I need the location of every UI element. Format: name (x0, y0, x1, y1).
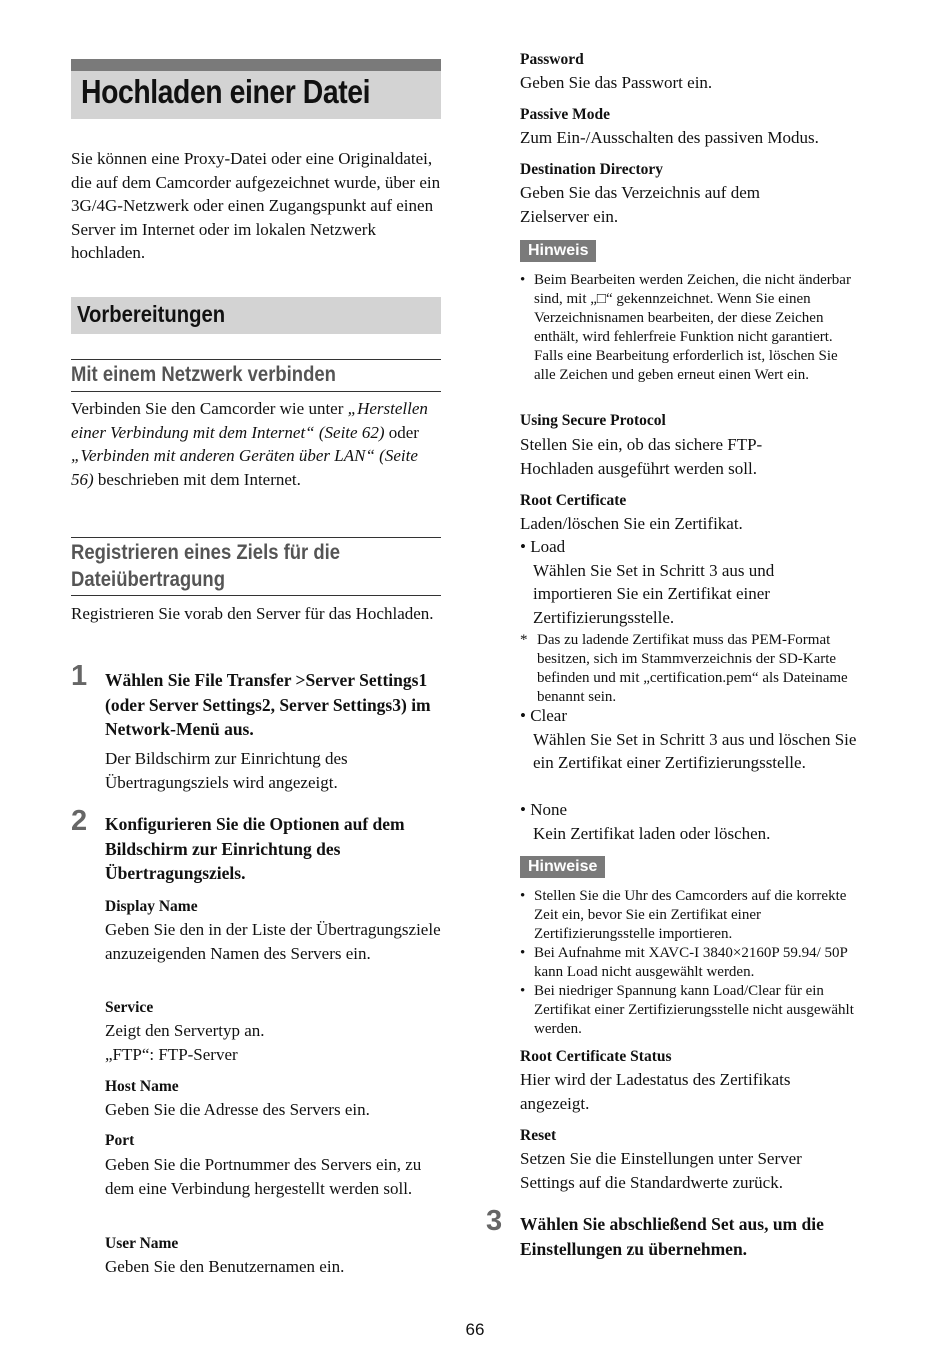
item-root-certificate-term: Root Certificate (520, 492, 627, 509)
hinweise-item: • Bei niedriger Spannung kann Load/Clear für ein Zertifikat einer Zertifizierungsstelle nicht ausgewählt werden. (520, 982, 860, 1039)
item-password-term: Password (520, 51, 584, 68)
subsection-register-title-line2: Dateiübertragung (71, 568, 226, 591)
root-cert-none-desc: Kein Zertifikat laden oder löschen. (533, 823, 771, 843)
step-1-title: Wählen Sie File Transfer >Server Settings1 (oder Server Settings2, Server Settings3) im Network-Menü aus. (105, 670, 431, 739)
item-root-certificate-desc: Laden/löschen Sie ein Zertifikat. (520, 514, 743, 533)
subsection-register-title-line1: Registrieren eines Ziels für die (71, 541, 341, 564)
item-port-term: Port (105, 1132, 135, 1149)
root-cert-none-label: • None (520, 798, 865, 822)
step-3-title: Wählen Sie abschließend Set aus, um die Einstellungen zu übernehmen. (520, 1214, 824, 1259)
item-root-cert-status-desc: Hier wird der Ladestatus des Zertifikats angezeigt. (520, 1070, 791, 1113)
item-passive-mode-desc: Zum Ein-/Ausschalten des passiven Modus. (520, 128, 819, 147)
item-destination-directory-term: Destination Directory (520, 161, 664, 178)
section-title-bar (71, 297, 441, 334)
step-1-number: 1 (71, 660, 88, 692)
network-paragraph (71, 397, 443, 491)
hinweise-note (520, 887, 860, 1039)
network-link-lan[interactable]: „Verbinden mit anderen Geräten über LAN“ (Seite 56) (71, 446, 418, 489)
item-root-cert-status-term: Root Certificate Status (520, 1048, 672, 1065)
network-text-start: Verbinden Sie den Camcorder wie unter (71, 399, 344, 418)
root-cert-load-label: • Load (520, 535, 865, 559)
hinweis-badge: Hinweis (520, 240, 596, 262)
section-title: Vorbereitungen (77, 301, 226, 327)
page-title: Hochladen einer Datei (81, 73, 371, 110)
item-reset-desc: Setzen Sie die Einstellungen unter Server Settings auf die Standardwerte zurück. (520, 1149, 802, 1192)
step-1-desc: Der Bildschirm zur Einrichtung des Übertragungsziels wird angezeigt. (105, 749, 348, 792)
hinweis-item: • Beim Bearbeiten werden Zeichen, die nicht änderbar sind, mit „□“ gekennzeichnet. Wenn Sie einen Verzeichnisnamen bearbeiten, der diese Zeichen enthält, wird fehlerfreie Funktion nicht garantiert. Falls eine Bearbeitung erforderlich ist, löschen Sie alle Zeichen und geben erneut einen Wert ein. (520, 271, 860, 385)
item-service-desc2: „FTP“: FTP-Server (105, 1045, 238, 1064)
item-secure-protocol-desc: Stellen Sie ein, ob das sichere FTP-Hochladen ausgeführt werden soll. (520, 435, 763, 478)
item-host-name-desc: Geben Sie die Adresse des Servers ein. (105, 1100, 370, 1119)
root-cert-clear-desc: Wählen Sie Set in Schritt 3 aus und löschen Sie ein Zertifikat einer Zertifizierungsstelle. (533, 729, 857, 772)
network-text-mid: oder (388, 422, 419, 442)
subsection-network-title: Mit einem Netzwerk verbinden (71, 363, 336, 386)
root-cert-clear-label: • Clear (520, 704, 865, 728)
item-port-desc: Geben Sie die Portnummer des Servers ein, zu dem eine Verbindung hergestellt werden soll. (105, 1155, 422, 1198)
item-service-desc: Zeigt den Servertyp an. (105, 1021, 265, 1040)
page-title-bar (71, 59, 441, 119)
root-cert-none (520, 798, 865, 845)
root-cert-load (520, 535, 865, 629)
item-user-name-desc: Geben Sie den Benutzernamen ein. (105, 1257, 345, 1276)
footnote-star: * (520, 632, 528, 648)
item-service-term: Service (105, 999, 154, 1016)
item-reset-term: Reset (520, 1127, 557, 1144)
item-destination-directory-desc: Geben Sie das Verzeichnis auf dem Zielserver ein. (520, 183, 760, 226)
hinweis-note (520, 271, 860, 385)
network-text-end: beschrieben mit dem Internet. (97, 469, 301, 489)
root-cert-clear (520, 704, 865, 775)
step-2-title: Konfigurieren Sie die Optionen auf dem Bildschirm zur Einrichtung des Übertragungsziels. (105, 814, 405, 883)
item-display-name-desc: Geben Sie den in der Liste der Übertragungsziele anzuzeigenden Namen des Servers ein. (105, 920, 441, 963)
root-cert-load-desc: Wählen Sie Set in Schritt 3 aus und importieren Sie ein Zertifikat einer Zertifizierungsstelle. (533, 560, 775, 627)
subsection-register (71, 537, 441, 596)
network-link-internet[interactable]: „Herstellen einer Verbindung mit dem Internet“ (Seite 62) (71, 399, 428, 442)
step-2-number: 2 (71, 805, 88, 837)
footnote-text: Das zu ladende Zertifikat muss das PEM-Format besitzen, sich im Stammverzeichnis der SD-Karte befinden und mit „certification.pem“ als Dateiname benannt sein. (537, 632, 848, 705)
root-cert-footnote (520, 631, 860, 707)
hinweise-item: • Stellen Sie die Uhr des Camcorders auf die korrekte Zeit ein, bevor Sie ein Zertifikat einer Zertifizierungsstelle importieren. (520, 887, 860, 944)
item-host-name-term: Host Name (105, 1078, 179, 1095)
item-password-desc: Geben Sie das Passwort ein. (520, 73, 713, 92)
item-display-name-term: Display Name (105, 898, 198, 915)
item-user-name-term: User Name (105, 1235, 179, 1252)
item-passive-mode-term: Passive Mode (520, 106, 610, 123)
register-text: Registrieren Sie vorab den Server für das Hochladen. (71, 604, 434, 623)
page-number: 66 (465, 1320, 485, 1339)
subsection-network (71, 359, 441, 392)
step-3-number: 3 (486, 1205, 503, 1237)
item-secure-protocol-term: Using Secure Protocol (520, 412, 666, 429)
hinweise-item: • Bei Aufnahme mit XAVC-I 3840×2160P 59.94/ 50P kann Load nicht ausgewählt werden. (520, 944, 860, 982)
hinweise-badge: Hinweise (520, 856, 605, 878)
intro-text: Sie können eine Proxy-Datei oder eine Originaldatei, die auf dem Camcorder aufgezeichnet wurde, über ein 3G/4G-Netzwerk oder einen Zugangspunkt auf einen Server im Internet oder im lokalen Netzwerk hochladen. (71, 149, 441, 262)
